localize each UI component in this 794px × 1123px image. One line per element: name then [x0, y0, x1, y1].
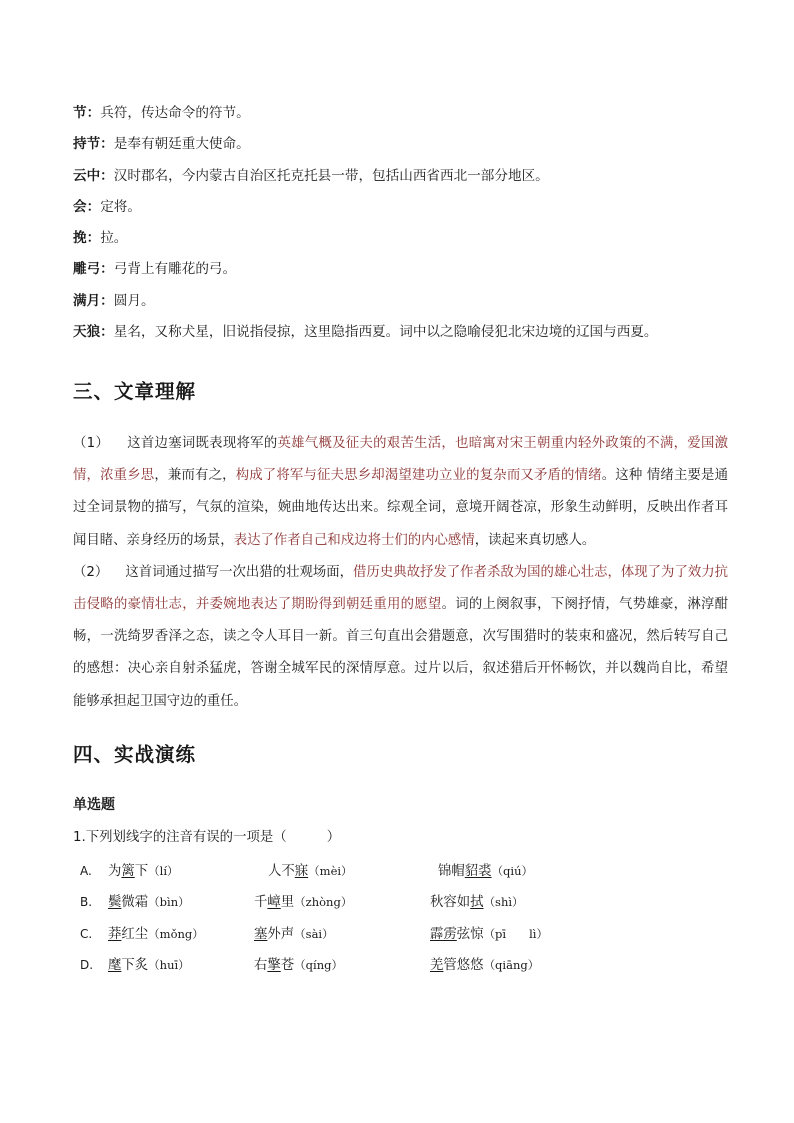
highlighted-text: 构成了将军与征夫思乡却渴望建功立业的复杂而又矛盾的情绪 [235, 468, 602, 484]
pinyin: （zhòng） [294, 895, 353, 910]
option-item [254, 887, 352, 918]
word-part: 下炙 [121, 957, 149, 973]
pinyin: （huī） [148, 957, 190, 972]
pinyin: （lí） [148, 864, 179, 878]
underlined-char: 寐 [294, 864, 309, 879]
paragraph-number: （2） [73, 564, 109, 580]
pinyin: （mèi） [308, 864, 353, 878]
text-run: 。这种 情绪主要是通过全词景物的描写，气氛的渲染，婉曲地传达出来。综观全词，意境开阔苍凉，形象生动鲜明，反映出作者耳闻目睹、亲身经历的场景， [73, 468, 729, 548]
word-part: 秋容如 [430, 895, 471, 911]
option-item [108, 919, 204, 950]
option-item [108, 856, 179, 887]
option-item [430, 919, 548, 950]
underlined-char: 篱 [121, 864, 135, 879]
analysis-section [73, 428, 728, 718]
word-part: 人不 [268, 864, 295, 879]
highlighted-text: 借历史典故抒发了作者杀敌为国的雄心壮志，体现了为了效力抗击侵略的豪情壮志，并委婉地表达了期盼得到朝廷重用的愿望 [73, 564, 729, 613]
option-item [254, 919, 334, 950]
glossary-term: 云中： [73, 167, 114, 184]
text-run: 。词的上阕叙事，下阕抒情，气势雄豪，淋淳酣畅，一洗绮罗香泽之态，读之令人耳目一新。首三句直出会猎题意，次写围猎时的装束和盛况，然后转写自己的感想：决心亲自射杀猛虎，答谢全城军民的深情厚意。过片以后，叙述猎后开怀畅饮，并以魏尚自比，希望能够承担起卫国守边的重任。 [73, 597, 729, 709]
underlined-char: 鬓 [108, 895, 122, 911]
underlined-char: 霹雳 [430, 926, 457, 942]
section-heading-practice: 四、实战演练 [73, 743, 197, 766]
word-part: 锦帽 [438, 864, 465, 879]
option-d[interactable] [78, 950, 738, 981]
word-part: 右 [254, 957, 268, 973]
word-part: 弦惊 [456, 926, 484, 942]
pinyin: （qiú） [491, 864, 534, 878]
underlined-char: 塞 [254, 926, 268, 942]
glossary-item [73, 192, 733, 223]
option-item [430, 950, 539, 981]
word-part: 里 [280, 895, 295, 911]
question-type-label: 单选题 [73, 797, 115, 813]
glossary-item [73, 223, 733, 254]
word-part: 苍 [280, 957, 295, 973]
pinyin: （sài） [294, 926, 334, 941]
option-item [108, 887, 190, 918]
glossary-definition: 拉。 [100, 230, 128, 247]
glossary-definition: 圆月。 [113, 292, 155, 309]
option-item [438, 856, 533, 887]
text-run: ，读起来真切感人。 [474, 532, 596, 548]
option-item [430, 887, 524, 918]
option-item [108, 950, 190, 981]
pinyin: （pī lì） [483, 926, 548, 941]
glossary-term: 挽： [73, 230, 101, 247]
underlined-char: 擎 [267, 957, 281, 973]
option-item [254, 950, 343, 981]
glossary-term: 持节： [73, 136, 114, 153]
analysis-paragraph-1 [73, 428, 728, 557]
question-stem: 1.下列划线字的注音有误的一项是（ ） [73, 830, 341, 845]
glossary-definition: 定将。 [100, 198, 141, 215]
pinyin: （qiāng） [483, 957, 540, 972]
glossary-term: 满月： [73, 292, 114, 309]
glossary-term: 节： [73, 105, 101, 121]
section-heading-understanding: 三、文章理解 [73, 380, 197, 403]
option-letter: C. [80, 926, 93, 941]
pinyin: （shì） [483, 895, 524, 910]
word-part: 红尘 [121, 926, 149, 942]
option-letter: D. [80, 957, 94, 972]
text-run: ，兼而有之， [154, 468, 236, 484]
word-part: 管悠悠 [443, 957, 484, 973]
glossary-item [73, 129, 733, 160]
glossary-term: 天狼： [73, 324, 114, 341]
pinyin: （qíng） [294, 957, 343, 972]
glossary-item [73, 161, 733, 192]
glossary-definition: 弓背上有雕花的弓。 [113, 261, 237, 278]
word-part: 为 [108, 864, 122, 879]
word-part: 千 [254, 895, 268, 911]
glossary-item [73, 254, 733, 285]
glossary-item [73, 286, 733, 317]
option-item [268, 856, 353, 887]
underlined-char: 貂裘 [464, 864, 492, 879]
pinyin: （bìn） [148, 895, 190, 910]
underlined-char: 麾 [108, 957, 122, 973]
highlighted-text: 表达了作者自己和戍边将士们的内心感情 [233, 532, 475, 548]
word-part: 微霜 [121, 895, 149, 911]
glossary-term: 会： [73, 198, 101, 215]
glossary-definition: 兵符，传达命令的符节。 [100, 105, 250, 121]
answer-options [78, 856, 738, 981]
word-part: 外声 [267, 926, 295, 942]
option-letter: A. [80, 864, 92, 878]
option-b[interactable] [78, 887, 738, 918]
analysis-paragraph-2 [73, 557, 728, 718]
underlined-char: 拭 [470, 895, 484, 911]
pinyin: （mǒng） [148, 926, 204, 941]
text-run: 这首边塞词既表现将军的 [127, 436, 278, 451]
underlined-char: 嶂 [267, 895, 281, 911]
glossary-definition: 汉时郡名，今内蒙古自治区托克托县一带，包括山西省西北一部分地区。 [113, 167, 549, 184]
paragraph-number: （1） [73, 436, 110, 451]
glossary-definition: 是奉有朝廷重大使命。 [113, 136, 250, 153]
glossary-item [73, 98, 733, 129]
glossary-item [73, 317, 733, 348]
text-run: 这首词通过描写一次出猎的壮观场面， [125, 564, 354, 580]
highlighted-text: 英雄气概及征夫的艰苦生活，也暗寓对宋王朝重内轻外政策的不满，爱国激情，浓重乡思 [73, 436, 728, 484]
option-a[interactable] [78, 856, 738, 887]
glossary-definition: 星名，又称犬星，旧说指侵掠，这里隐指西夏。词中以之隐喻侵犯北宋边境的辽国与西夏。 [113, 324, 658, 341]
underlined-char: 莽 [108, 926, 122, 942]
underlined-char: 羌 [430, 957, 444, 973]
option-letter: B. [80, 895, 93, 910]
glossary-term: 雕弓： [73, 261, 114, 278]
glossary-list [73, 98, 733, 348]
option-c[interactable] [78, 919, 738, 950]
word-part: 下 [134, 864, 149, 879]
